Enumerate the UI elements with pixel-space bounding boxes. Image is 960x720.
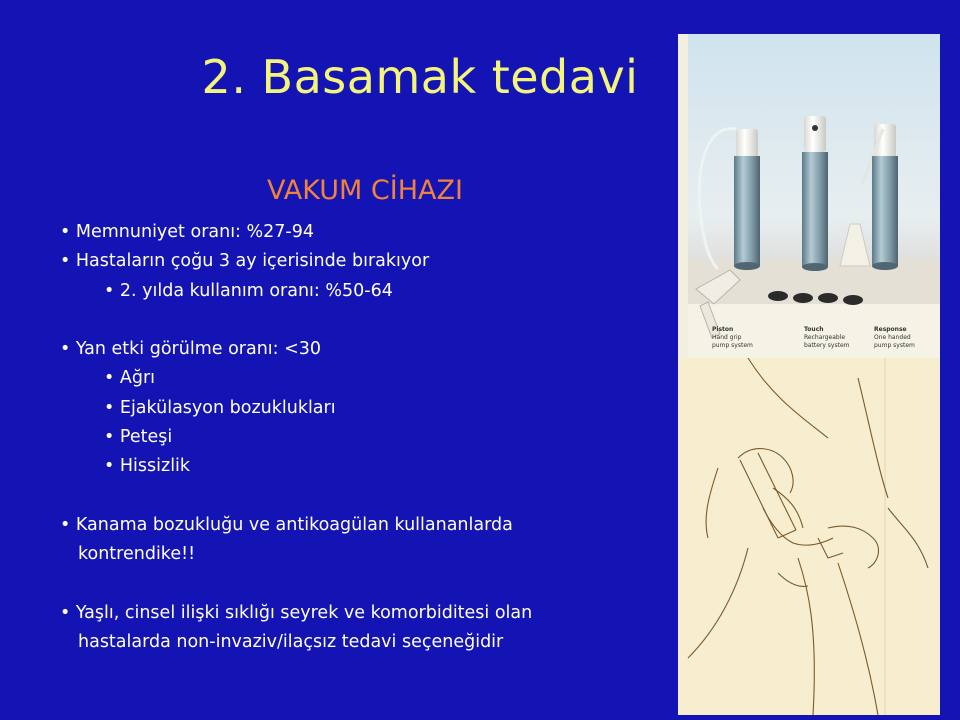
caption-piston: [712, 326, 753, 350]
caption-touch-desc1: Rechargeable: [804, 334, 846, 341]
caption-touch: [804, 326, 850, 350]
bullet-contraindication-cont: kontrendike!!: [78, 544, 196, 565]
sub-bullet-pain: • Ağrı: [104, 368, 156, 389]
bullet-discontinue: • Hastaların çoğu 3 ay içerisinde bırakıyor: [60, 251, 430, 272]
sub-bullet-ejaculation: • Ejakülasyon bozuklukları: [104, 397, 336, 418]
vacuum-devices-illustration: [678, 34, 940, 358]
caption-touch-name: Touch: [804, 326, 824, 333]
bullet-contraindication: • Kanama bozukluğu ve antikoagülan kullananlarda: [60, 514, 513, 535]
bullet-list: [60, 218, 660, 657]
bullet-elderly-cont: hastalarda non-invaziv/ilaçsız tedavi seçeneğidir: [78, 632, 504, 653]
cylinder-cap: [804, 116, 826, 152]
vacuum-device-photo: [678, 34, 940, 358]
sub-bullet-usage-rate: • 2. yılda kullanım oranı: %50-64: [104, 280, 393, 301]
bullet-side-effects: • Yan etki görülme oranı: <30: [60, 339, 322, 360]
caption-touch-desc2: battery system: [804, 342, 850, 349]
caption-response: [874, 326, 915, 350]
sub-bullet-numbness: • Hissizlik: [104, 456, 191, 477]
caption-piston-desc2: pump system: [712, 342, 753, 349]
cylinder-cap: [736, 129, 758, 159]
caption-response-desc2: pump system: [874, 342, 915, 349]
caption-response-desc1: One handed: [874, 334, 911, 341]
caption-response-name: Response: [874, 326, 907, 333]
device-usage-sketch: [678, 358, 940, 715]
usage-line-drawing: [678, 358, 940, 715]
spacer: [60, 482, 660, 511]
spacer: [60, 306, 660, 335]
bullet-satisfaction: • Memnuniyet oranı: %27-94: [60, 222, 314, 242]
slide-subtitle: VAKUM CİHAZI: [267, 175, 463, 206]
slide-title: 2. Basamak tedavi: [201, 50, 639, 104]
spacer: [60, 570, 660, 599]
caption-piston-name: Piston: [712, 326, 734, 333]
cylinder: [872, 156, 898, 266]
cylinder: [802, 152, 828, 267]
bullet-elderly: • Yaşlı, cinsel ilişki sıklığı seyrek ve komorbiditesi olan: [60, 602, 533, 623]
cylinder: [734, 156, 760, 266]
sub-bullet-petechiae: • Peteşi: [104, 427, 173, 448]
caption-piston-desc1: Hand grip: [712, 334, 742, 341]
